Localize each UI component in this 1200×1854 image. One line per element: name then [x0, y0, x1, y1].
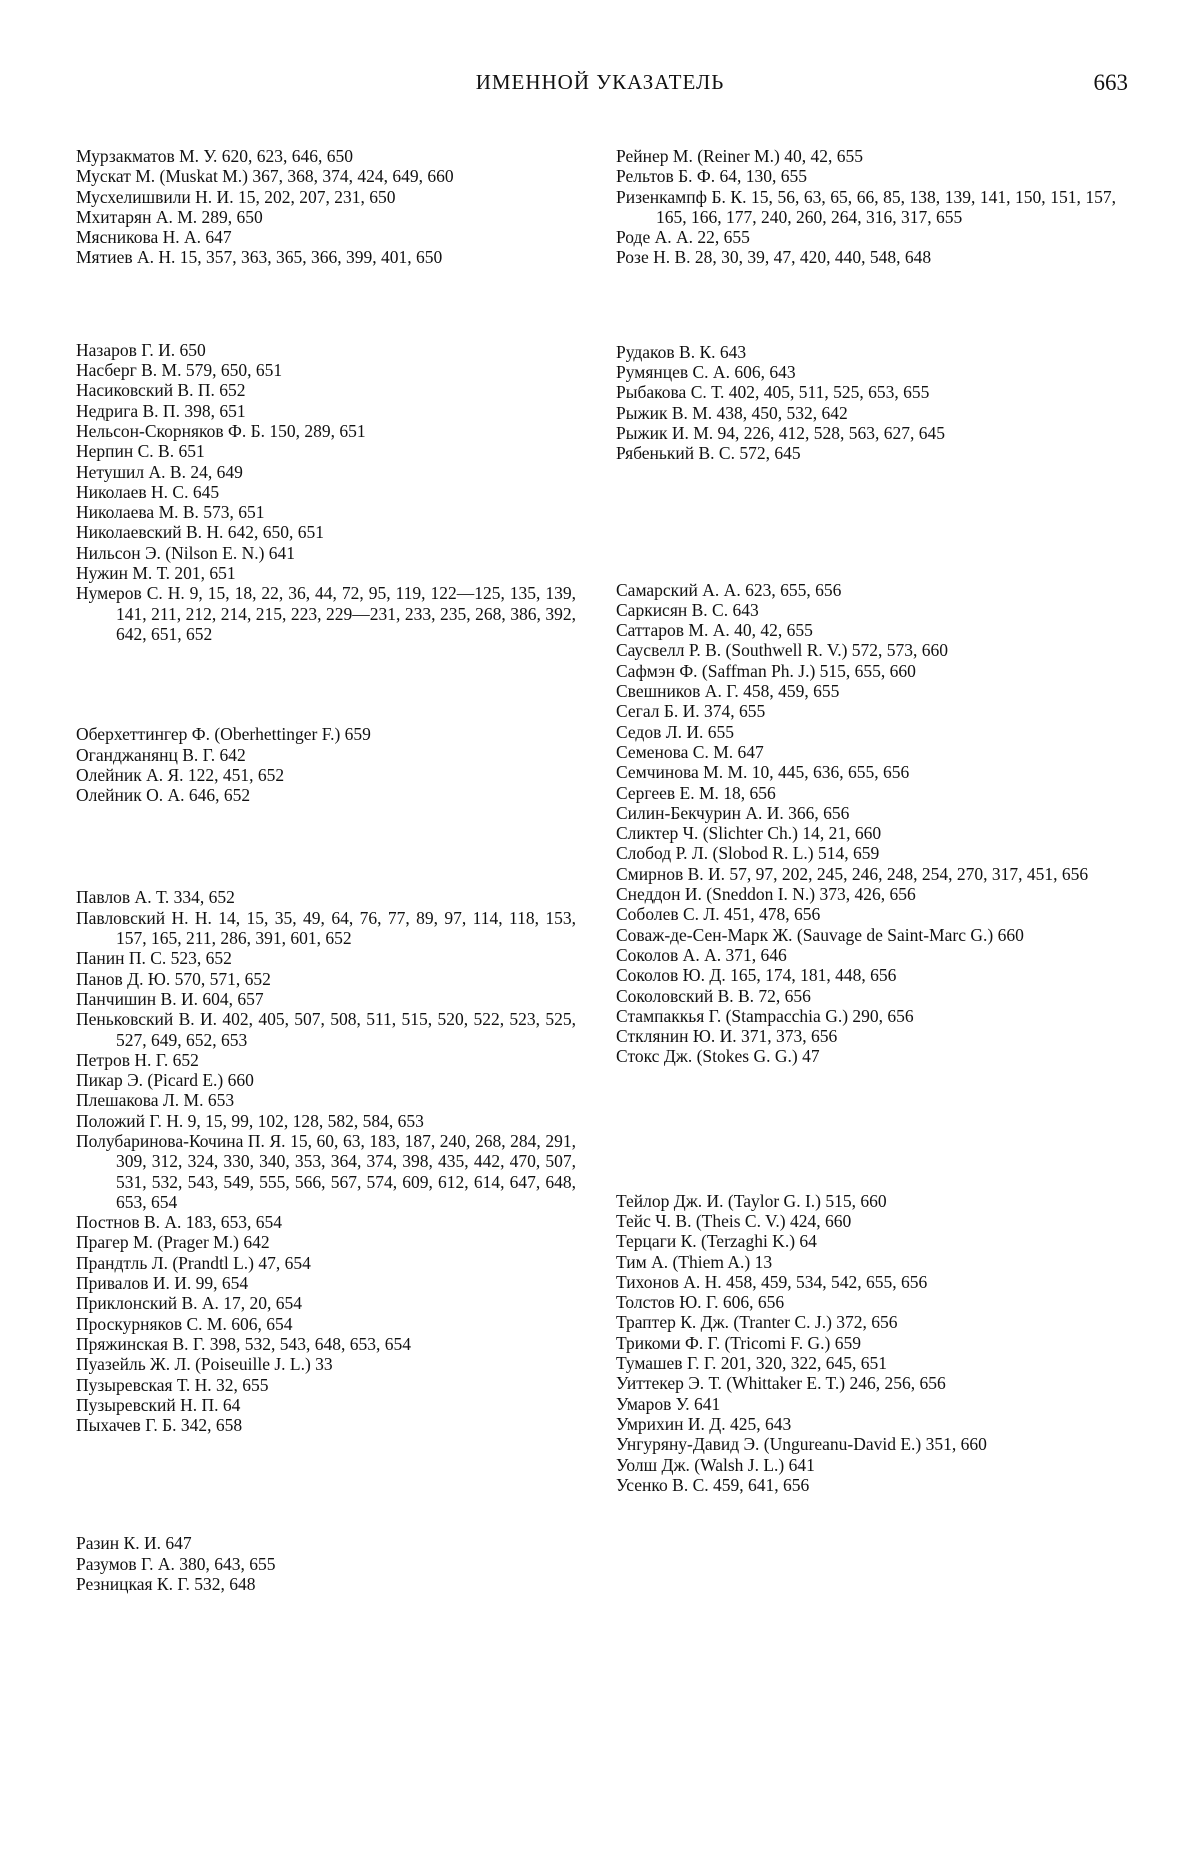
index-entry: Разумов Г. А. 380, 643, 655 [76, 1553, 276, 1574]
index-entry: Стокс Дж. (Stokes G. G.) 47 [616, 1046, 820, 1067]
index-entry: Соболев С. Л. 451, 478, 656 [616, 904, 821, 925]
index-entry: Усенко В. С. 459, 641, 656 [616, 1474, 810, 1495]
index-entry: Смирнов В. И. 57, 97, 202, 245, 246, 248, 254, 270, 317, 451, 656 [616, 863, 1089, 884]
index-entry: Павлов А. Т. 334, 652 [76, 887, 235, 908]
index-entry: Соколов Ю. Д. 165, 174, 181, 448, 656 [616, 965, 897, 986]
index-entry: Саусвелл Р. В. (Southwell R. V.) 572, 573, 660 [616, 640, 949, 661]
index-entry: Пузыревский Н. П. 64 [76, 1394, 241, 1415]
index-entry: Панов Д. Ю. 570, 571, 652 [76, 968, 271, 989]
index-entry: Мясникова Н. А. 647 [76, 227, 232, 248]
index-entry: Уолш Дж. (Walsh J. L.) 641 [616, 1454, 815, 1475]
index-entry: Тейлор Дж. И. (Taylor G. I.) 515, 660 [616, 1190, 887, 1211]
index-entry: Саркисян В. С. 643 [616, 599, 759, 620]
index-entry: Рыбакова С. Т. 402, 405, 511, 525, 653, 655 [616, 382, 930, 403]
index-entry: Умрихин И. Д. 425, 643 [616, 1413, 792, 1434]
index-entry: Самарский А. А. 623, 655, 656 [616, 579, 842, 600]
index-entry: Уиттекер Э. Т. (Whittaker E. T.) 246, 256, 656 [616, 1373, 946, 1394]
index-entry: Мхитарян А. М. 289, 650 [76, 206, 263, 227]
index-entry: Николаева М. В. 573, 651 [76, 502, 265, 523]
index-entry: Рябенький В. С. 572, 645 [616, 443, 801, 464]
index-entry: Рудаков В. К. 643 [616, 341, 747, 362]
index-section [616, 1373, 1116, 1495]
index-entry: Насиковский В. П. 652 [76, 380, 246, 401]
index-entry: Пузыревская Т. Н. 32, 655 [76, 1374, 269, 1395]
index-entry: Стклянин Ю. И. 371, 373, 656 [616, 1026, 838, 1047]
index-entry: Роде А. А. 22, 655 [616, 227, 750, 248]
index-entry: Олейник О. А. 646, 652 [76, 785, 251, 806]
index-entry: Панчишин В. И. 604, 657 [76, 988, 264, 1009]
index-entry: Тим А. (Thiem A.) 13 [616, 1251, 773, 1272]
index-entry: Мурзакматов М. У. 620, 623, 646, 650 [76, 146, 353, 166]
index-entry: Нужин М. Т. 201, 651 [76, 563, 236, 584]
index-entry: Сафмэн Ф. (Saffman Ph. J.) 515, 655, 660 [616, 660, 916, 681]
index-entry: Тихонов А. Н. 458, 459, 534, 542, 655, 656 [616, 1271, 928, 1292]
index-entry: Постнов В. А. 183, 653, 654 [76, 1212, 283, 1233]
page-number: 663 [1093, 70, 1128, 95]
index-entry: Унгуряну-Давид Э. (Ungureanu-David E.) 351, 660 [616, 1434, 987, 1455]
index-entry: Оберхеттингер Ф. (Oberhettinger F.) 659 [76, 724, 371, 745]
index-entry: Назаров Г. И. 650 [76, 339, 206, 360]
index-section [616, 146, 1116, 268]
index-entry: Прагер М. (Prager M.) 642 [76, 1232, 270, 1253]
index-section [616, 580, 1116, 1067]
index-entry: Панин П. С. 523, 652 [76, 948, 232, 969]
running-title: ИМЕННОЙ УКАЗАТЕЛЬ [475, 70, 725, 94]
index-entry: Мятиев А. Н. 15, 357, 363, 365, 366, 399, 401, 650 [76, 247, 443, 268]
index-entry: Тейс Ч. В. (Theis C. V.) 424, 660 [616, 1210, 852, 1231]
index-entry: Стампаккья Г. (Stampacchia G.) 290, 656 [616, 1005, 914, 1026]
index-entry: Резницкая К. Г. 532, 648 [76, 1574, 256, 1595]
index-entry: Рельтов Б. Ф. 64, 130, 655 [616, 166, 807, 187]
index-entry: Привалов И. И. 99, 654 [76, 1273, 249, 1294]
index-entry: Семчинова М. М. 10, 445, 636, 655, 656 [616, 762, 910, 783]
right-column [616, 146, 1116, 1571]
index-entry: Пыхачев Г. Б. 342, 658 [76, 1415, 243, 1436]
page-header [0, 70, 1200, 110]
index-entry: Пуазейль Ж. Л. (Poiseuille J. L.) 33 [76, 1354, 333, 1375]
index-entry: Плешакова Л. М. 653 [76, 1090, 235, 1111]
index-section [616, 342, 1116, 464]
index-entry: Разин К. И. 647 [76, 1533, 192, 1554]
index-entry: Слобод Р. Л. (Slobod R. L.) 514, 659 [616, 843, 880, 864]
index-entry: Николаев Н. С. 645 [76, 481, 220, 502]
index-entry: Насберг В. М. 579, 650, 651 [76, 360, 283, 381]
index-entry: Рейнер М. (Reiner M.) 40, 42, 655 [616, 146, 863, 166]
index-entry: Пряжинская В. Г. 398, 532, 543, 648, 653, 654 [76, 1333, 412, 1354]
left-column [76, 146, 576, 1670]
index-entry: Олейник А. Я. 122, 451, 652 [76, 764, 285, 785]
index-entry: Тумашев Г. Г. 201, 320, 322, 645, 651 [616, 1353, 887, 1374]
index-entry: Рыжик И. М. 94, 226, 412, 528, 563, 627, 645 [616, 422, 946, 443]
index-entry: Прандтль Л. (Prandtl L.) 47, 654 [76, 1252, 311, 1273]
index-entry: Павловский Н. Н. 14, 15, 35, 49, 64, 76, 77, 89, 97, 114, 118, 153, 157, 165, 211, 286, 391, 601, 652 [76, 907, 576, 949]
index-entry: Проскурняков С. М. 606, 654 [76, 1313, 293, 1334]
index-section [76, 340, 576, 644]
index-entry: Петров Н. Г. 652 [76, 1049, 199, 1070]
index-entry: Соваж-де-Сен-Марк Ж. (Sauvage de Saint-Marc G.) 660 [616, 924, 1024, 945]
index-entry: Сегал Б. И. 374, 655 [616, 701, 766, 722]
index-entry: Соколовский В. В. 72, 656 [616, 985, 811, 1006]
index-entry: Снеддон И. (Sneddon I. N.) 373, 426, 656 [616, 884, 916, 905]
index-entry: Свешников А. Г. 458, 459, 655 [616, 681, 840, 702]
index-entry: Седов Л. И. 655 [616, 721, 734, 742]
index-section [76, 887, 576, 1435]
index-section [76, 1533, 576, 1594]
index-entry: Нумеров С. Н. 9, 15, 18, 22, 36, 44, 72, 95, 119, 122—125, 135, 139, 141, 211, 212, 214, 215, 223, 229—231, 233, 235, 268, 386, 392, 642, 651, 652 [76, 583, 576, 644]
index-entry: Саттаров М. А. 40, 42, 655 [616, 620, 813, 641]
index-entry: Нерпин С. В. 651 [76, 441, 205, 462]
index-entry: Николаевский В. Н. 642, 650, 651 [76, 522, 324, 543]
index-entry: Мусхелишвили Н. И. 15, 202, 207, 231, 650 [76, 186, 396, 207]
index-entry: Терцаги К. (Terzaghi K.) 64 [616, 1231, 817, 1252]
index-section [76, 724, 576, 805]
index-entry: Положий Г. Н. 9, 15, 99, 102, 128, 582, 584, 653 [76, 1110, 424, 1131]
index-entry: Полубаринова-Кочина П. Я. 15, 60, 63, 183, 187, 240, 268, 284, 291, 309, 312, 324, 330, 340, 353, 364, 374, 398, 435, 442, 470, 507, 531, 532, 543, 549, 555, 566, 567, 574, 609, 612, 614, 647, 648, 653, 654 [76, 1130, 576, 1212]
index-entry: Румянцев С. А. 606, 643 [616, 362, 796, 383]
index-entry: Ризенкампф Б. К. 15, 56, 63, 65, 66, 85, 138, 139, 141, 150, 151, 157, 165, 166, 177, 240, 260, 264, 316, 317, 655 [616, 186, 1116, 227]
index-entry: Рыжик В. М. 438, 450, 532, 642 [616, 402, 848, 423]
index-entry: Сликтер Ч. (Slichter Ch.) 14, 21, 660 [616, 823, 882, 844]
index-section [76, 146, 576, 268]
index-entry: Трикоми Ф. Г. (Tricomi F. G.) 659 [616, 1332, 861, 1353]
index-entry: Розе Н. В. 28, 30, 39, 47, 420, 440, 548, 648 [616, 247, 932, 268]
index-entry: Нетушил А. В. 24, 649 [76, 461, 243, 482]
index-entry: Недрига В. П. 398, 651 [76, 400, 246, 421]
index-entry: Мускат М. (Muskat M.) 367, 368, 374, 424, 649, 660 [76, 166, 454, 187]
index-entry: Нельсон-Скорняков Ф. Б. 150, 289, 651 [76, 420, 366, 441]
index-entry: Толстов Ю. Г. 606, 656 [616, 1292, 785, 1313]
index-entry: Приклонский В. А. 17, 20, 654 [76, 1293, 303, 1314]
index-entry: Оганджанянц В. Г. 642 [76, 744, 246, 765]
index-entry: Траптер К. Дж. (Tranter C. J.) 372, 656 [616, 1312, 898, 1333]
index-entry: Семенова С. М. 647 [616, 741, 764, 762]
index-entry: Пикар Э. (Picard E.) 660 [76, 1070, 254, 1091]
index-entry: Сергеев Е. М. 18, 656 [616, 782, 776, 803]
index-entry: Силин-Бекчурин А. И. 366, 656 [616, 802, 850, 823]
index-entry: Соколов А. А. 371, 646 [616, 944, 787, 965]
index-section [616, 1191, 1116, 1374]
index-entry: Умаров У. 641 [616, 1393, 721, 1414]
index-entry: Пеньковский В. И. 402, 405, 507, 508, 511, 515, 520, 522, 523, 525, 527, 649, 652, 653 [76, 1009, 576, 1050]
index-entry: Нильсон Э. (Nilson E. N.) 641 [76, 542, 296, 563]
